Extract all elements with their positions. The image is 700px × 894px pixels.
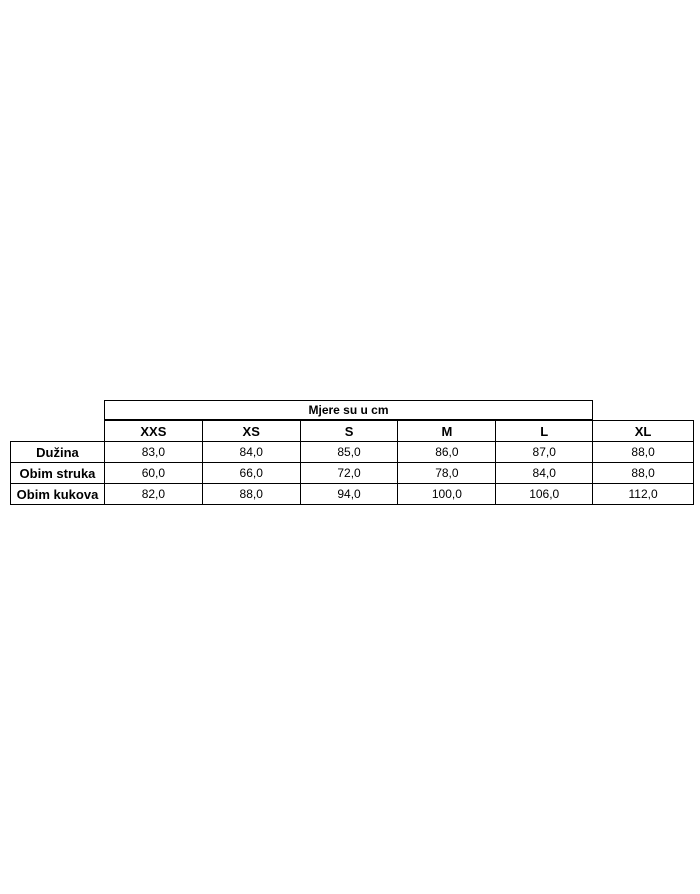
table-cell: 78,0 [398,463,496,484]
size-header-xxs: XXS [104,421,202,442]
size-table [10,420,694,505]
table-cell: 88,0 [202,484,300,505]
size-header-m: M [398,421,496,442]
row-label-waist: Obim struka [11,463,105,484]
table-cell: 82,0 [104,484,202,505]
table-cell: 85,0 [300,442,398,463]
table-row [11,463,694,484]
size-header-l: L [496,421,593,442]
corner-cell [11,421,105,442]
table-cell: 66,0 [202,463,300,484]
size-header-xs: XS [202,421,300,442]
table-row [11,442,694,463]
table-cell: 88,0 [593,463,694,484]
row-label-hips: Obim kukova [11,484,105,505]
table-cell: 100,0 [398,484,496,505]
table-row [11,484,694,505]
table-cell: 83,0 [104,442,202,463]
size-header-xl: XL [593,421,694,442]
table-cell: 94,0 [300,484,398,505]
table-cell: 112,0 [593,484,694,505]
table-cell: 72,0 [300,463,398,484]
table-cell: 60,0 [104,463,202,484]
table-cell: 88,0 [593,442,694,463]
table-cell: 87,0 [496,442,593,463]
row-label-length: Dužina [11,442,105,463]
table-caption: Mjere su u cm [104,400,593,420]
table-cell: 84,0 [202,442,300,463]
table-cell: 106,0 [496,484,593,505]
size-header-s: S [300,421,398,442]
table-cell: 86,0 [398,442,496,463]
table-cell: 84,0 [496,463,593,484]
header-row [11,421,694,442]
